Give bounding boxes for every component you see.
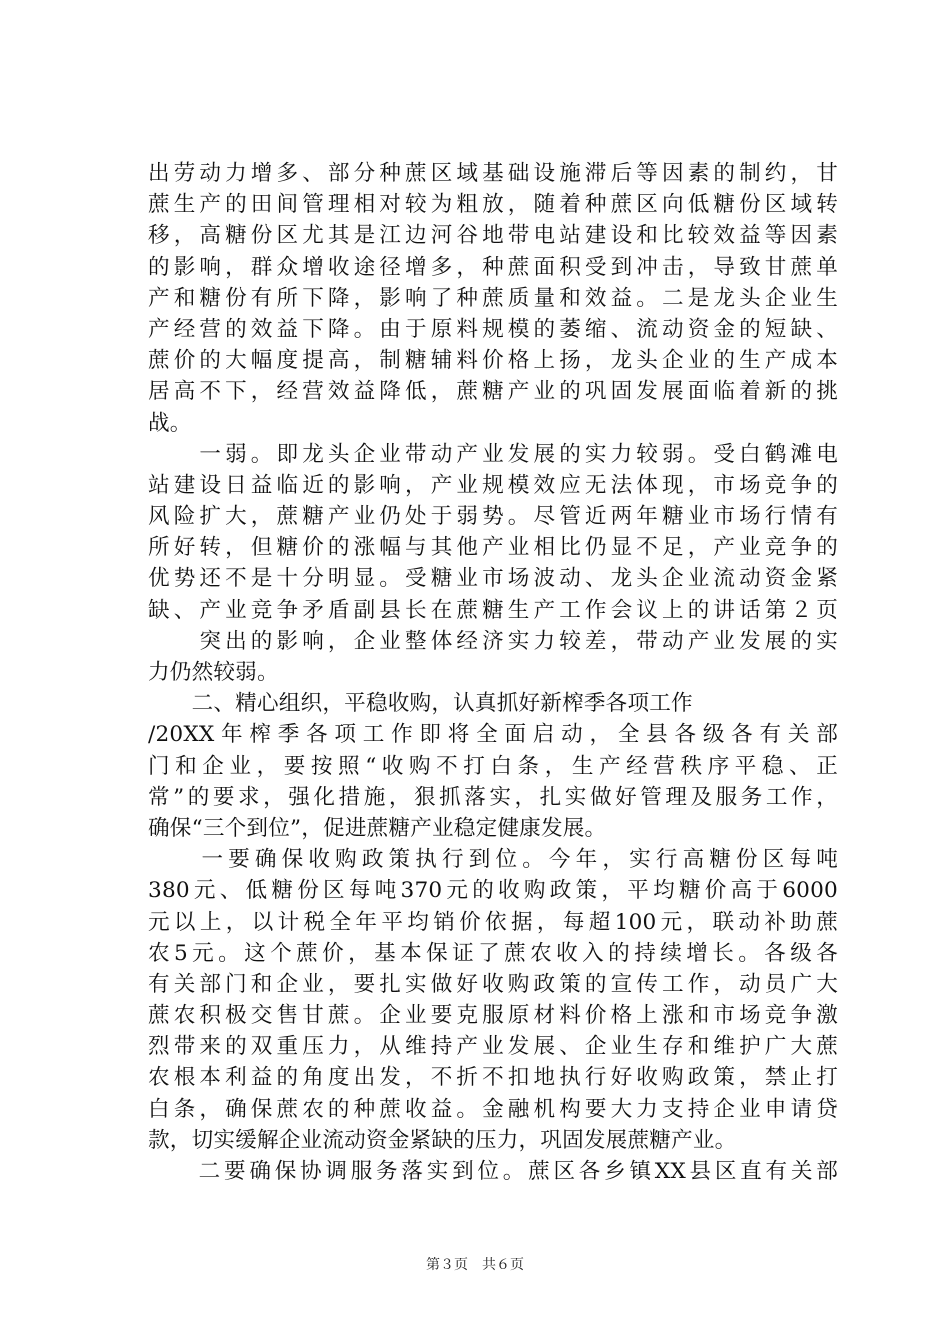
- text-line: 站建设日益临近的影响，产业规模效应无法体现，市场竞争的: [148, 472, 838, 498]
- document-body: [148, 158, 838, 1187]
- text-line: 一弱。即龙头企业带动产业发展的实力较弱。受白鹤滩电: [148, 441, 838, 467]
- text-line: 二、精心组织，平稳收购，认真抓好新榨季各项工作: [148, 691, 693, 717]
- text-line: 力仍然较弱。: [148, 660, 279, 685]
- text-line: 款，切实缓解企业流动资金紧缺的压力，巩固发展蔗糖产业。: [148, 1127, 737, 1153]
- text-line: 有关部门和企业，要扎实做好收购政策的宣传工作，动员广大: [148, 971, 838, 997]
- text-line: 移，高糖份区尤其是江边河谷地带电站建设和比较效益等因素: [148, 223, 838, 249]
- text-line: 蔗价的大幅度提高，制糖辅料价格上扬，龙头企业的生产成本: [148, 348, 838, 374]
- text-line: 所好转，但糖价的涨幅与其他产业相比仍显不足，产业竞争的: [148, 535, 838, 561]
- text-line: 白条，确保蔗农的种蔗收益。金融机构要大力支持企业申请贷: [148, 1096, 838, 1122]
- text-line: 优势还不是十分明显。受糖业市场波动、龙头企业流动资金紧: [148, 566, 838, 592]
- text-line: 居高不下，经营效益降低，蔗糖产业的巩固发展面临着新的挑: [148, 379, 838, 405]
- text-line: 风险扩大，蔗糖产业仍处于弱势。尽管近两年糖业市场行情有: [148, 504, 838, 530]
- text-line: 常”的要求，强化措施，狠抓落实，扎实做好管理及服务工作，: [148, 784, 838, 810]
- text-line: 农根本利益的角度出发，不折不扣地执行好收购政策，禁止打: [148, 1065, 838, 1091]
- text-line: 的影响，群众增收途径增多，种蔗面积受到冲击，导致甘蔗单: [148, 254, 838, 280]
- text-line: 战。: [148, 410, 192, 436]
- page-footer: 第３页 共６页: [426, 1257, 524, 1273]
- text-line: 缺、产业竞争矛盾副县长在蔗糖生产工作会议上的讲话第２页: [148, 597, 838, 623]
- text-line: 产经营的效益下降。由于原料规模的萎缩、流动资金的短缺、: [148, 316, 838, 342]
- text-line: 烈带来的双重压力，从维持产业发展、企业生存和维护广大蔗: [148, 1034, 838, 1060]
- text-line: 产和糖份有所下降，影响了种蔗质量和效益。二是龙头企业生: [148, 285, 838, 311]
- text-line: 突出的影响，企业整体经济实力较差，带动产业发展的实: [148, 628, 838, 654]
- text-line: 出劳动力增多、部分种蔗区域基础设施滞后等因素的制约，甘: [148, 161, 838, 186]
- text-line: 确保“三个到位”，促进蔗糖产业稳定健康发展。: [148, 815, 607, 841]
- text-line: 农5元。这个蔗价，基本保证了蔗农收入的持续增长。各级各: [148, 940, 838, 966]
- text-line: 一要确保收购政策执行到位。今年，实行高糖份区每吨: [148, 847, 838, 873]
- text-line: 蔗生产的田间管理相对较为粗放，随着种蔗区向低糖份区域转: [148, 192, 838, 218]
- text-line: 二要确保协调服务落实到位。蔗区各乡镇XX县区直有关部: [148, 1159, 838, 1184]
- text-line: 元以上，以计税全年平均销价依据，每超100元，联动补助蔗: [148, 909, 838, 935]
- text-line: 门和企业，要按照“收购不打白条，生产经营秩序平稳、正: [148, 753, 838, 779]
- text-line: 380元、低糖份区每吨370元的收购政策，平均糖价高于6000: [148, 878, 838, 904]
- text-line: /20XX年榨季各项工作即将全面启动，全县各级各有关部: [148, 722, 838, 748]
- text-line: 蔗农积极交售甘蔗。企业要克服原材料价格上涨和市场竞争激: [148, 1003, 838, 1029]
